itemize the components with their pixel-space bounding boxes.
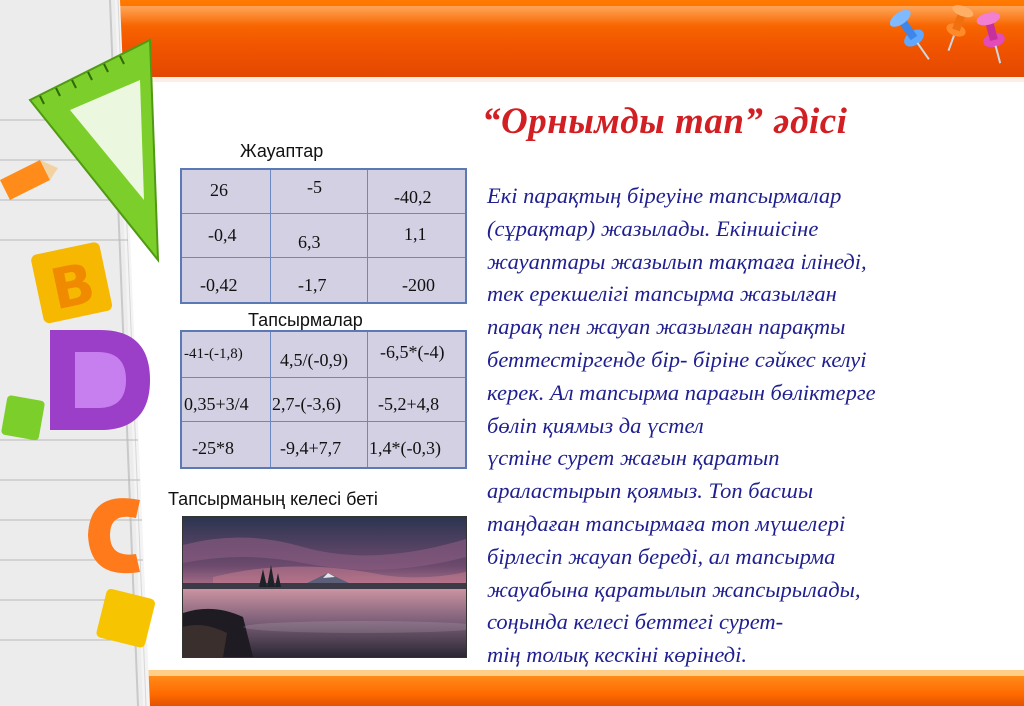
notebook-icon <box>0 0 165 706</box>
task-cell: -9,4+7,7 <box>280 438 342 458</box>
letter-m-icon <box>95 585 165 655</box>
description-line: жауабына қаратылып жапсырылады, <box>487 576 861 602</box>
answer-cell: -0,42 <box>200 275 238 295</box>
answer-cell: -200 <box>402 275 435 295</box>
description-line: араластырып қоямыз. Топ басшы <box>487 478 814 504</box>
description-line: Екі парақтың біреуіне тапсырмалар <box>487 183 842 208</box>
answer-cell: 6,3 <box>298 232 321 252</box>
description-line: беттестіргенде бір- біріне сәйкес келуі <box>487 346 867 372</box>
description-line: таңдаған тапсырмаға топ мүшелері <box>487 510 846 536</box>
pencil-icon <box>0 160 60 230</box>
letter-b-icon <box>30 240 120 330</box>
task-cell: 1,4*(-0,3) <box>369 438 441 458</box>
description-line: (сұрақтар) жазылады. Екіншісіне <box>487 215 819 241</box>
answer-cell: 1,1 <box>404 224 427 244</box>
answer-cell: -1,7 <box>298 275 327 295</box>
push-pin-icon <box>890 4 1024 74</box>
answer-cell: 26 <box>210 180 228 200</box>
method-description <box>487 180 1017 672</box>
slide-title: “Орнымды тап” әдісі <box>482 101 848 142</box>
description-line: бірлесіп жауап береді, ал тапсырма <box>487 543 836 569</box>
letter-c-icon <box>70 480 160 590</box>
tasks-table <box>180 330 467 469</box>
landscape-photo <box>182 516 467 658</box>
svg-text:B: B <box>45 250 101 324</box>
photo-caption: Тапсырманың келесі беті <box>168 489 378 509</box>
description-line: тек ерекшелігі тапсырма жазылған <box>487 281 837 307</box>
description-line: керек. Ал тапсырма парағын бөліктерге <box>487 379 876 405</box>
answer-cell: -5 <box>307 177 322 197</box>
answers-table <box>180 168 467 304</box>
description-line: үстіне сурет жағын қаратып <box>487 445 780 471</box>
task-cell: -6,5*(-4) <box>380 342 445 362</box>
description-line: жауаптары жазылып тақтаға ілінеді, <box>487 248 867 274</box>
answer-cell: -0,4 <box>208 225 237 245</box>
tasks-caption: Тапсырмалар <box>248 310 363 330</box>
task-cell: -5,2+4,8 <box>378 394 440 414</box>
task-cell: -41-(-1,8) <box>184 346 243 362</box>
letter-d-icon <box>40 320 160 440</box>
description-line: парақ пен жауап жазылған парақты <box>487 314 846 340</box>
description-line: тің толық кескіні көрінеді. <box>487 642 748 668</box>
task-cell: 2,7-(-3,6) <box>272 394 341 414</box>
letter-m-icon <box>0 390 50 450</box>
answers-caption: Жауаптар <box>240 141 324 161</box>
task-cell: 0,35+3/4 <box>184 394 249 414</box>
task-cell: 4,5/(-0,9) <box>280 350 348 370</box>
description-line: соңында келесі беттегі сурет- <box>487 609 784 635</box>
description-line: бөліп қиямыз да үстел <box>487 412 704 438</box>
task-cell: -25*8 <box>192 438 234 458</box>
answer-cell: -40,2 <box>394 187 432 207</box>
